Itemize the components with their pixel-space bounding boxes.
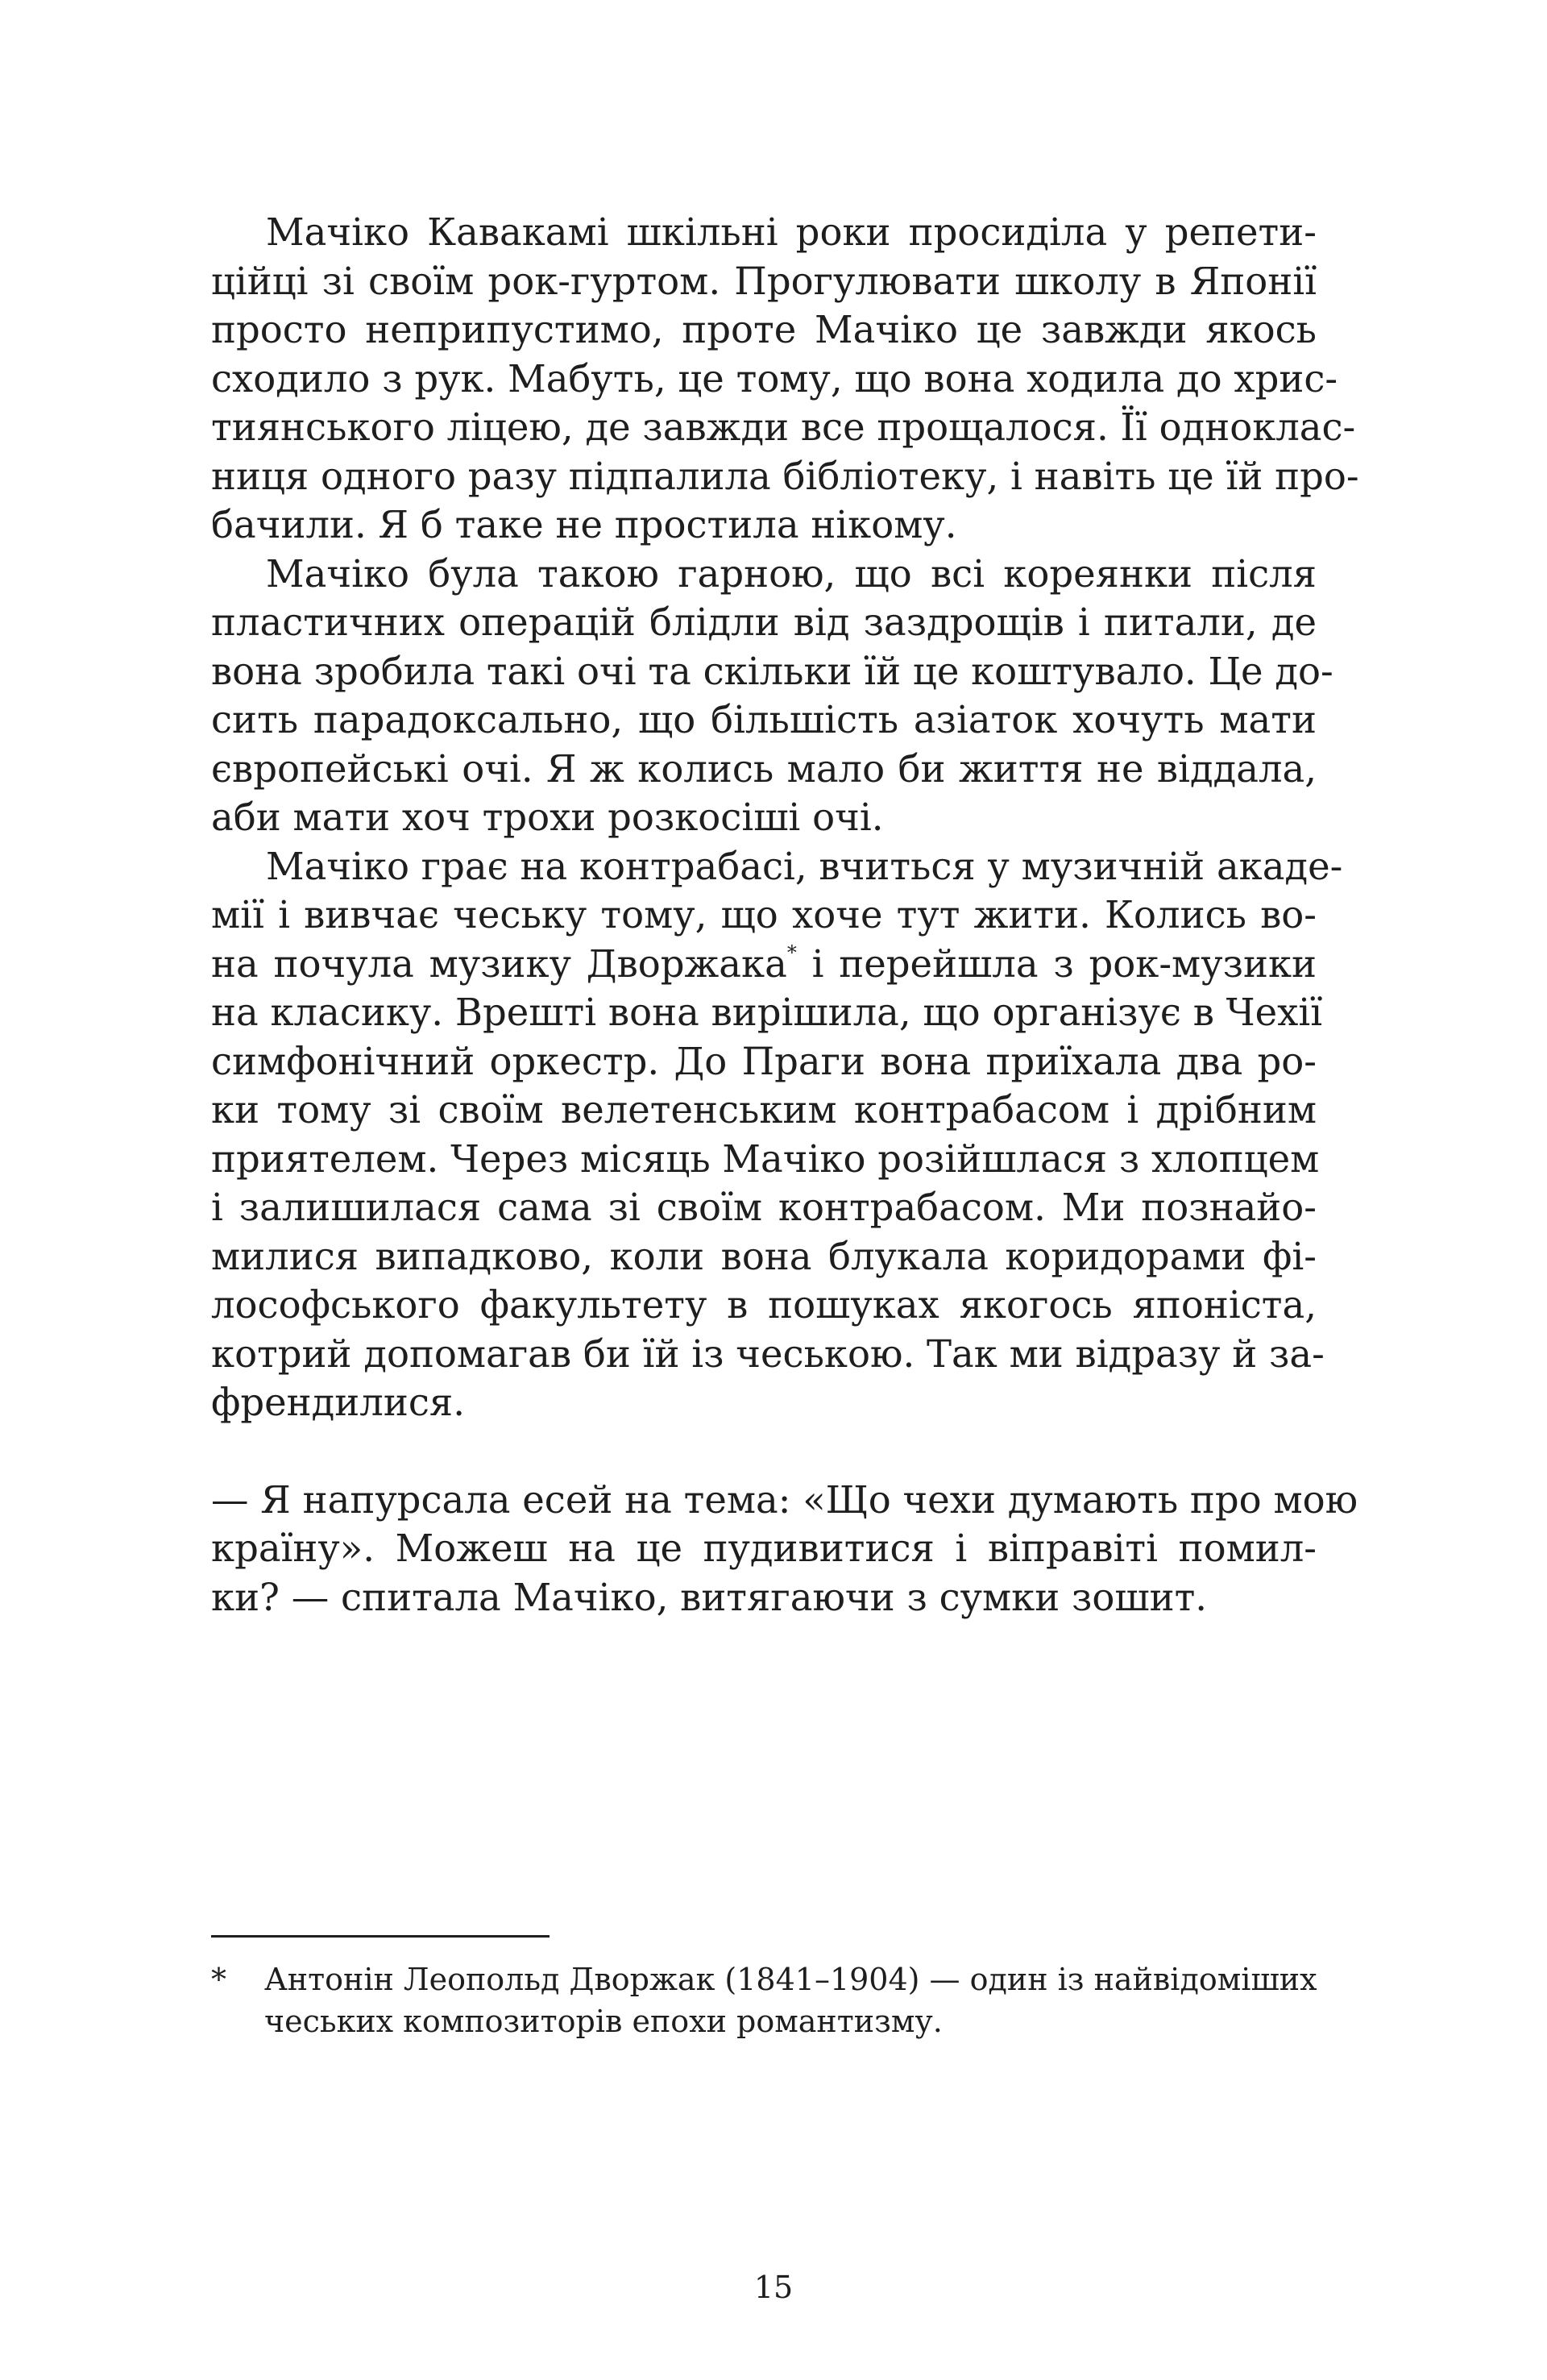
text-line: Мачіко була такою гарною, що всі кореянки після (266, 551, 1317, 596)
text-line: мії і вивчає чеську тому, що хоче тут жити. Колись во- (211, 893, 1317, 937)
text-line: френдилися. (211, 1381, 465, 1424)
dialogue-paragraph (211, 1476, 1358, 1622)
text-line: країну». Можеш на це пудивитися і віправіті помил- (211, 1526, 1317, 1570)
footnote (211, 1958, 1317, 2042)
text-line: на класику. Врешті вона вирішила, що організує в Чехії (211, 991, 1323, 1034)
text-line: ки тому зі своїм велетенським контрабасом і дрібним (211, 1088, 1317, 1132)
text-line: ки? — спитала Мачіко, витягаючи з сумки зошит. (211, 1575, 1208, 1619)
footnote-reference[interactable]: * (786, 941, 797, 964)
text-line: ційці зі своїм рок-гуртом. Прогулювати школу в Японії (211, 259, 1317, 303)
body-text (211, 208, 1359, 1622)
text-line: бачили. Я б таке не простила нікому. (211, 503, 957, 546)
text-line-with-footnote (211, 940, 1317, 989)
text-line: симфонічний оркестр. До Праги вона приїхала два ро- (211, 1039, 1317, 1083)
text-line: — Я напурсала есей на тема: «Що чехи думають про мою (211, 1477, 1358, 1522)
text-line: просто неприпустимо, проте Мачіко це завжди якось (211, 308, 1317, 351)
text-segment: і перейшла з рок-музики (796, 941, 1317, 986)
text-line: приятелем. Через місяць Мачіко розійшлася з хлопцем (211, 1136, 1320, 1181)
text-line: тиянського ліцею, де завжди все прощалося. Її одноклас- (211, 405, 1356, 449)
text-line: Мачіко Кавакамі шкільні роки просиділа у репети- (266, 210, 1317, 254)
text-line: сить парадоксально, що більшість азіаток хочуть мати (211, 698, 1317, 741)
paragraph-1 (211, 208, 1359, 550)
page-number: 15 (753, 2270, 794, 2305)
text-line: сходило з рук. Мабуть, це тому, що вона ходила до хрис- (211, 356, 1338, 401)
text-line: європейські очі. Я ж колись мало би життя не віддала, (211, 746, 1317, 791)
footnote-text: Антонін Леопольд Дворжак (1841–1904) — один із найвідоміших (264, 1962, 1317, 1997)
text-line: Мачіко грає на контрабасі, вчиться у музичній акаде- (266, 844, 1343, 888)
footnote-continuation: чеських композиторів епохи романтизму. (264, 2004, 943, 2039)
paragraph-3 (211, 842, 1343, 1427)
text-line: милися випадково, коли вона блукала коридорами фі- (211, 1234, 1317, 1278)
text-line: ниця одного разу підпалила бібліотеку, і навіть це їй про- (211, 454, 1359, 498)
text-line: і залишилася сама зі своїм контрабасом. Ми познайо- (211, 1186, 1317, 1229)
footnote-mark: * (211, 1962, 226, 1997)
text-line: аби мати хоч трохи розкосіші очі. (211, 795, 884, 839)
footnote-first-line (211, 1958, 1317, 2000)
footnote-divider (211, 1935, 550, 1938)
section-gap (211, 1427, 1317, 1476)
text-segment: на почула музику Дворжака (211, 941, 787, 986)
paragraph-2 (211, 550, 1333, 842)
text-line: вона зробила такі очі та скільки їй це коштувало. Це до- (211, 649, 1333, 693)
text-line: пластичних операцій блідли від заздрощів і питали, де (211, 600, 1317, 644)
text-line: котрий допомагав би їй із чеською. Так ми відразу й за- (211, 1331, 1325, 1376)
text-line: лософського факультету в пошуках якогось японіста, (211, 1283, 1317, 1327)
